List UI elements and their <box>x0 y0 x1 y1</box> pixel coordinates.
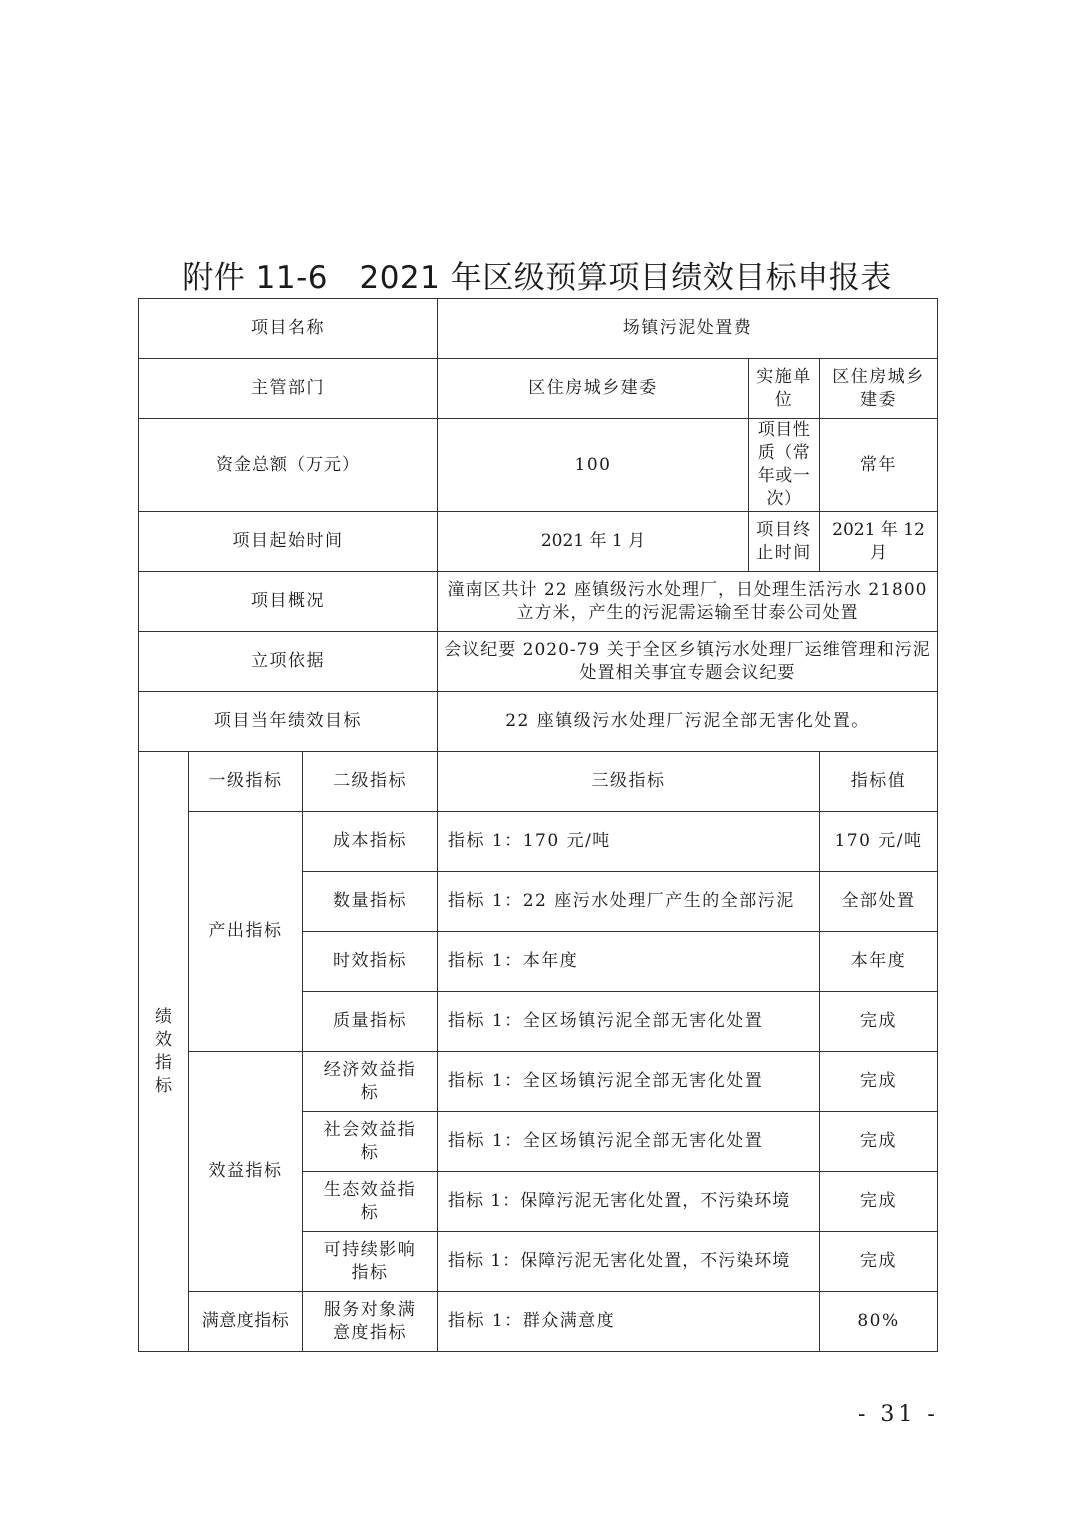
value-cell: 完成 <box>820 992 938 1052</box>
level2-cell: 社会效益指标 <box>303 1112 438 1172</box>
row-department <box>139 359 938 419</box>
value-cell: 完成 <box>820 1052 938 1112</box>
level1-benefit: 效益指标 <box>189 1052 303 1292</box>
dept-label: 主管部门 <box>139 359 438 419</box>
row-fund <box>139 419 938 512</box>
level1-header: 一级指标 <box>189 752 303 812</box>
basis-label: 立项依据 <box>139 632 438 692</box>
nature-label: 项目性质（常年或一次） <box>749 419 820 512</box>
row-time <box>139 512 938 572</box>
indicator-section-label: 绩效指标 <box>139 752 189 1352</box>
value-cell: 本年度 <box>820 932 938 992</box>
table-row <box>139 1052 938 1112</box>
overview-label: 项目概况 <box>139 572 438 632</box>
row-basis <box>139 632 938 692</box>
level2-cell: 服务对象满意度指标 <box>303 1292 438 1352</box>
end-label: 项目终止时间 <box>749 512 820 572</box>
value-cell: 170 元/吨 <box>820 812 938 872</box>
level3-cell: 指标 1：全区场镇污泥全部无害化处置 <box>438 992 820 1052</box>
value-cell: 全部处置 <box>820 872 938 932</box>
nature-value: 常年 <box>820 419 938 512</box>
row-overview <box>139 572 938 632</box>
level3-cell: 指标 1：全区场镇污泥全部无害化处置 <box>438 1112 820 1172</box>
level3-cell: 指标 1：170 元/吨 <box>438 812 820 872</box>
level2-cell: 生态效益指标 <box>303 1172 438 1232</box>
value-cell: 80% <box>820 1292 938 1352</box>
dept-value: 区住房城乡建委 <box>438 359 749 419</box>
level1-satisfaction: 满意度指标 <box>189 1292 303 1352</box>
performance-goal-table <box>138 298 938 1352</box>
fund-label: 资金总额（万元） <box>139 419 438 512</box>
level3-cell: 指标 1：保障污泥无害化处置，不污染环境 <box>438 1232 820 1292</box>
level3-cell: 指标 1：22 座污水处理厂产生的全部污泥 <box>438 872 820 932</box>
level3-cell: 指标 1：全区场镇污泥全部无害化处置 <box>438 1052 820 1112</box>
document-title: 附件 11-6 2021 年区级预算项目绩效目标申报表 <box>182 260 892 296</box>
level3-cell: 指标 1：群众满意度 <box>438 1292 820 1352</box>
basis-value: 会议纪要 2020-79 关于全区乡镇污水处理厂运维管理和污泥处置相关事宜专题会议纪要 <box>438 632 938 692</box>
value-cell: 完成 <box>820 1112 938 1172</box>
start-value: 2021 年 1 月 <box>438 512 749 572</box>
row-indicator-header <box>139 752 938 812</box>
goal-value: 22 座镇级污水处理厂污泥全部无害化处置。 <box>438 692 938 752</box>
page-number: - 31 - <box>858 1402 939 1427</box>
level2-cell: 时效指标 <box>303 932 438 992</box>
project-name-label: 项目名称 <box>139 299 438 359</box>
level1-output: 产出指标 <box>189 812 303 1052</box>
row-project-name <box>139 299 938 359</box>
level3-header: 三级指标 <box>438 752 820 812</box>
row-goal <box>139 692 938 752</box>
level2-cell: 质量指标 <box>303 992 438 1052</box>
start-label: 项目起始时间 <box>139 512 438 572</box>
level3-cell: 指标 1：保障污泥无害化处置，不污染环境 <box>438 1172 820 1232</box>
value-cell: 完成 <box>820 1232 938 1292</box>
level2-cell: 数量指标 <box>303 872 438 932</box>
level2-cell: 可持续影响指标 <box>303 1232 438 1292</box>
project-name-value: 场镇污泥处置费 <box>438 299 938 359</box>
overview-value: 潼南区共计 22 座镇级污水处理厂，日处理生活污水 21800 立方米，产生的污泥需运输至甘泰公司处置 <box>438 572 938 632</box>
fund-value: 100 <box>438 419 749 512</box>
level3-cell: 指标 1：本年度 <box>438 932 820 992</box>
impl-label: 实施单位 <box>749 359 820 419</box>
value-cell: 完成 <box>820 1172 938 1232</box>
value-header: 指标值 <box>820 752 938 812</box>
level2-cell: 经济效益指标 <box>303 1052 438 1112</box>
level2-cell: 成本指标 <box>303 812 438 872</box>
goal-label: 项目当年绩效目标 <box>139 692 438 752</box>
impl-value: 区住房城乡建委 <box>820 359 938 419</box>
table-row <box>139 1292 938 1352</box>
table-row <box>139 812 938 872</box>
level2-header: 二级指标 <box>303 752 438 812</box>
end-value: 2021 年 12 月 <box>820 512 938 572</box>
